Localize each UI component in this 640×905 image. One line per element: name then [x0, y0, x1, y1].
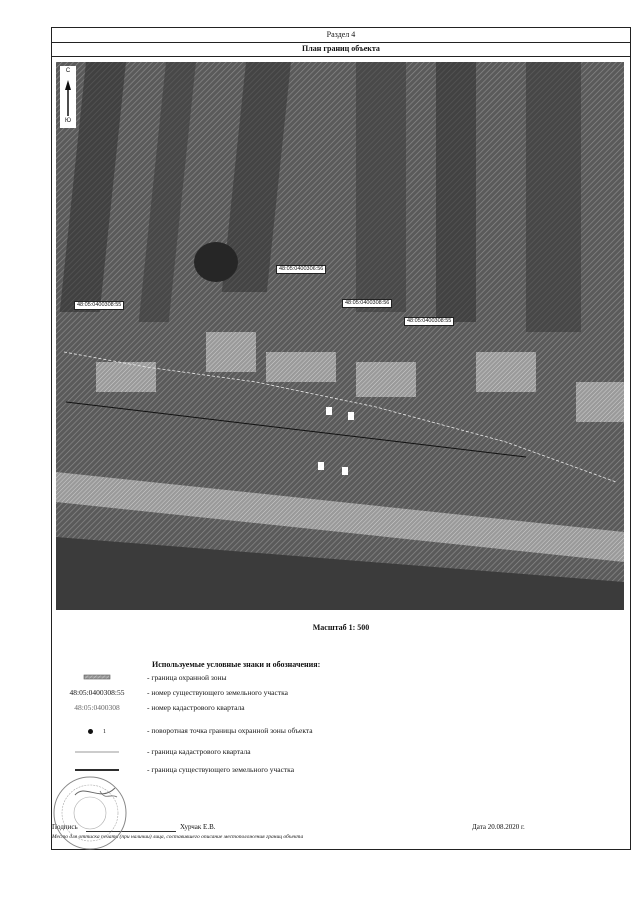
compass-south-label: Ю: [64, 118, 72, 124]
legend-parcel-number: 48:05:0400308:55: [69, 688, 125, 697]
legend-item: [52, 765, 630, 777]
legend-desc: - номер существующего земельного участка: [147, 688, 288, 697]
legend-desc: - граница охранной зоны: [147, 673, 227, 682]
turning-point-symbol: 1: [52, 726, 142, 735]
legend-item: [52, 673, 630, 685]
parcel-label-2: 48:05:0400306:56: [276, 265, 326, 274]
legend-title: Используемые условные знаки и обозначения:: [152, 660, 321, 669]
compass-north-label: С: [65, 68, 71, 74]
signature-label: Подпись: [52, 823, 78, 831]
plan-title: План границ объекта: [52, 42, 630, 57]
dot-icon: [88, 729, 93, 734]
document-frame: [51, 27, 631, 850]
stamp-place-note: Место для оттиска печати (при наличии) лица, составившего описание местоположения границ объекта: [52, 834, 304, 840]
legend-item: [52, 688, 630, 700]
legend-desc: - граница кадастрового квартала: [147, 747, 251, 756]
document-date: Дата 20.08.2020 г.: [472, 823, 525, 831]
legend-desc: - поворотная точка границы охранной зоны объекта: [147, 726, 313, 735]
legend-item: [52, 747, 630, 759]
legend-desc: - граница существующего земельного участка: [147, 765, 295, 774]
seal-stamp: [45, 773, 135, 853]
legend-item: [52, 726, 630, 738]
map-scale: Масштаб 1: 500: [312, 623, 370, 632]
parcel-label-4: 48:05:0400308:55: [404, 317, 454, 326]
section-header: Раздел 4: [52, 28, 630, 43]
legend-quarter-number: 48:05:0400308: [74, 703, 120, 712]
legend-item: [52, 703, 630, 715]
legend-desc: - номер кадастрового квартала: [147, 703, 245, 712]
signer-name: Хурчак Е.В.: [180, 823, 216, 831]
quarter-boundary-symbol: [52, 747, 142, 757]
protection-zone-symbol: [52, 673, 142, 683]
parcel-label-3: 48:05:0400308:56: [342, 299, 392, 308]
parcel-label-1: 48:05:0400308:55: [74, 301, 124, 310]
legend: [52, 28, 630, 851]
